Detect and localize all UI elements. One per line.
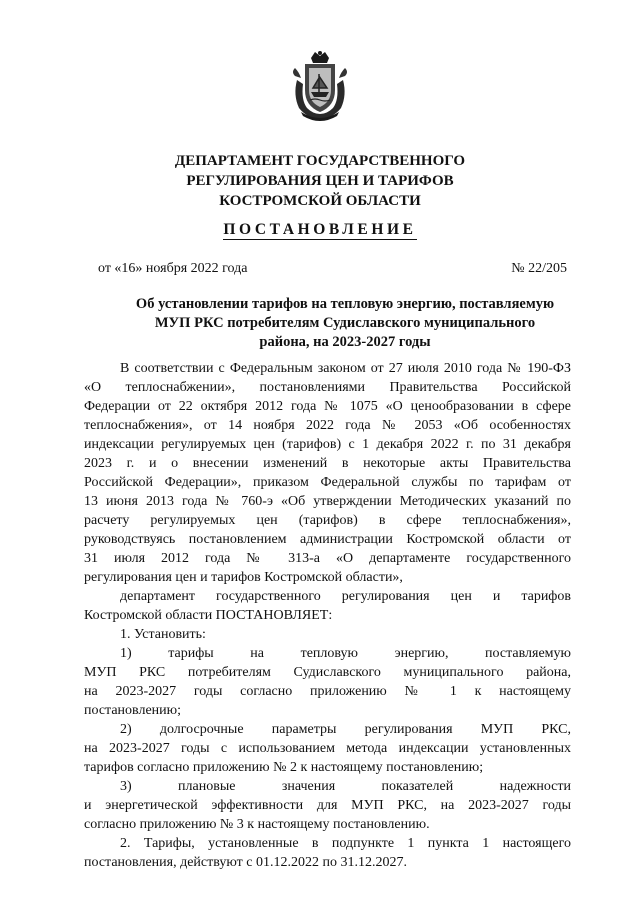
body-line: «О теплоснабжении», постановлениями Правительства Российской [84,380,571,395]
body-line: В соответствии с Федеральным законом от 27 июля 2010 года № 190-ФЗ [120,361,571,376]
department-name [0,151,640,211]
body-line: Российской Федерации», приказом Федеральной службы по тарифам от [84,475,571,490]
body-line: на 2023-2027 годы согласно приложению № 1 к настоящему [84,684,571,699]
body-line: руководствуясь постановлением администрации Костромской области от [84,532,571,547]
document-type-text: ПОСТАНОВЛЕНИЕ [223,221,417,238]
department-line-3: КОСТРОМСКОЙ ОБЛАСТИ [219,193,421,209]
document-type-heading [0,220,640,240]
subject-line-1: Об установлении тарифов на тепловую энергию, поставляемую [135,296,555,312]
body-line: постановления, действуют с 01.12.2022 по 31.12.2027. [84,855,407,870]
body-line: 31 июля 2012 года № 313-а «О департаменте государственного [84,551,571,566]
body-line: 1) тарифы на тепловую энергию, поставляемую [120,646,571,661]
body-line: 2) долгосрочные параметры регулирования МУП РКС, [120,722,571,737]
body-line: на 2023-2027 годы с использованием метода индексации установленных [84,741,571,756]
body-line: тарифов согласно приложению № 2 к настоящему постановлению; [84,760,484,775]
document-body [84,359,571,872]
body-line: 2. Тарифы, установленные в подпункте 1 пункта 1 настоящего [120,836,571,851]
body-line: МУП РКС потребителям Судиславского муниципального района, [84,665,571,680]
department-line-2: РЕГУЛИРОВАНИЯ ЦЕН И ТАРИФОВ [186,173,454,189]
document-number: № 22/205 [511,261,567,276]
document-date: от «16» ноября 2022 года [98,261,248,276]
body-line: Федерации от 22 октября 2012 года № 1075 «О ценообразовании в сфере [84,399,571,414]
body-line: 13 июня 2013 года № 760-э «Об утверждении Методических указаний по [84,494,571,509]
document-subject [110,295,580,352]
coat-of-arms-icon [289,50,351,122]
body-line: постановлению; [84,703,182,718]
body-line: 3) плановые значения показателей надежности [120,779,571,794]
body-line: департамент государственного регулирования цен и тарифов [120,589,571,604]
body-line: индексации регулируемых цен (тарифов) с 1 декабря 2022 г. по 31 декабря [84,437,571,452]
body-line: согласно приложению № 3 к настоящему постановлению. [84,817,430,832]
body-line: теплоснабжения», от 14 ноября 2022 года № 2053 «Об особенностях [84,418,571,433]
body-line: расчету регулируемых цен (тарифов) в сфере теплоснабжения», [84,513,571,528]
subject-line-2: МУП РКС потребителям Судиславского муниципального [154,315,536,331]
department-line-1: ДЕПАРТАМЕНТ ГОСУДАРСТВЕННОГО [174,153,466,169]
body-line: 1. Установить: [120,627,206,642]
subject-line-3: района, на 2023-2027 годы [259,334,431,350]
body-line: регулирования цен и тарифов Костромской области», [84,570,403,585]
body-line: и энергетической эффективности для МУП РКС, на 2023-2027 годы [84,798,571,813]
body-line: Костромской области ПОСТАНОВЛЯЕТ: [84,608,333,623]
body-line: 2023 г. и о внесении изменений в некоторые акты Правительства [84,456,571,471]
